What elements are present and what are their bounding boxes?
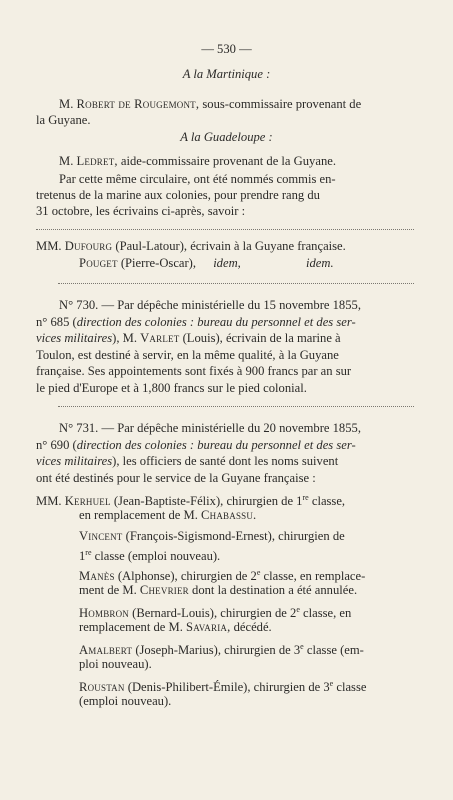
- text-span: (Bernard-Louis), chirurgien de 2: [132, 606, 297, 620]
- text-span: dont la destination a été annulée.: [192, 583, 358, 597]
- honorific-plural: MM.: [36, 494, 62, 508]
- superscript: e: [256, 568, 261, 577]
- superscript: e: [300, 642, 304, 651]
- superscript: re: [85, 548, 92, 557]
- n730-line1: N° 730. — Par dépêche ministérielle du 15 novembre 1855,: [59, 298, 361, 312]
- officer-entry-line2: [79, 507, 256, 523]
- person-name: Pouget: [79, 256, 118, 270]
- text-span: classe, en remplace-: [260, 569, 366, 583]
- text-span: classe (emploi nouveau).: [91, 549, 221, 563]
- idem-text: idem,: [213, 256, 241, 270]
- text-span: n° 690 (: [36, 438, 77, 452]
- entry-text: (Paul-Latour), écrivain à la Guyane française.: [115, 239, 346, 253]
- person-name: Kerhuel: [64, 494, 111, 508]
- text-span: classe, en: [299, 606, 352, 620]
- n730-line4: Toulon, est destiné à servir, en la même qualité, à la Guyane: [36, 348, 339, 362]
- guadeloupe-heading: A la Guadeloupe :: [180, 130, 273, 144]
- n731-line2: [36, 437, 356, 453]
- officer-entry-line2: [79, 619, 272, 635]
- dotted-separator: [36, 229, 414, 230]
- person-name: Amalbert: [79, 643, 133, 657]
- honorific: M.: [59, 97, 74, 111]
- person-name: Savaria,: [186, 620, 231, 634]
- text-span: n° 685 (: [36, 315, 77, 329]
- text-span: en remplacement de M.: [79, 508, 198, 522]
- entry-text: (Pierre-Oscar),: [120, 256, 197, 270]
- officer-entry-line1: [79, 528, 345, 544]
- martinique-heading: A la Martinique :: [182, 67, 271, 81]
- person-name: Chevrier: [139, 583, 189, 597]
- idem-text: idem.: [305, 256, 334, 270]
- person-name: Chabassu.: [201, 508, 257, 522]
- guadeloupe-entry: [59, 153, 336, 169]
- honorific: M.: [59, 154, 74, 168]
- italic-text: direction des colonies : bureau du personnel et des ser-: [76, 438, 356, 452]
- text-span: classe (em-: [303, 643, 364, 657]
- text-span: (Louis), écrivain de la marine à: [182, 331, 341, 345]
- italic-text: direction des colonies : bureau du personnel et des ser-: [76, 315, 356, 329]
- officer-entry-line2: [79, 582, 357, 598]
- separator-rule: [58, 406, 414, 407]
- paragraph-line: tretenus de la marine aux colonies, pour prendre rang du: [36, 188, 320, 202]
- text-span: classe: [333, 680, 367, 694]
- n730-line6: le pied d'Europe et à 1,800 francs sur le pied colonial.: [36, 381, 307, 395]
- paragraph-line: Par cette même circulaire, ont été nommés commis en-: [59, 172, 336, 186]
- person-name: Varlet: [140, 331, 180, 345]
- n730-line2: [36, 314, 356, 330]
- text-span: décédé.: [233, 620, 272, 634]
- person-name: Vincent: [79, 529, 123, 543]
- officer-entry-line2: (emploi nouveau).: [79, 694, 172, 708]
- paragraph-line: 31 octobre, les écrivains ci-après, savoir :: [36, 204, 246, 218]
- text-span: (François-Sigismond-Ernest), chirurgien de: [125, 529, 345, 543]
- superscript: e: [329, 679, 334, 688]
- text-span: 1: [79, 549, 86, 563]
- honorific-plural: MM.: [36, 239, 62, 253]
- officer-entry-line2: ploi nouveau).: [79, 657, 152, 671]
- page-number: — 530 —: [201, 42, 252, 56]
- text-span: (Joseph-Marius), chirurgien de 3: [135, 643, 301, 657]
- martinique-entry-line1: [59, 96, 361, 112]
- italic-text: vices militaires: [36, 454, 113, 468]
- superscript: re: [302, 493, 309, 502]
- text-span: ), M.: [112, 331, 137, 345]
- person-name: Hombron: [79, 606, 130, 620]
- n730-line3: [36, 330, 341, 346]
- n730-line5: française. Ses appointements sont fixés à 900 francs par an sur: [36, 364, 352, 378]
- person-name: Dufourg: [64, 239, 113, 253]
- n731-line3: [36, 453, 338, 469]
- text-span: (Denis-Philibert-Émile), chirurgien de 3: [127, 680, 330, 694]
- person-name: Ledret,: [76, 154, 118, 168]
- martinique-entry-line2: la Guyane.: [36, 113, 91, 127]
- person-name: Robert de Rougemont,: [76, 97, 200, 111]
- person-name: Manès: [79, 569, 115, 583]
- italic-text: vices militaires: [36, 331, 113, 345]
- superscript: e: [296, 605, 300, 614]
- n731-line4: ont été destinés pour le service de la Guyane française :: [36, 471, 316, 485]
- text-span: classe,: [308, 494, 346, 508]
- entry-text: sous-commissaire provenant de: [202, 97, 362, 111]
- entry-text: aide-commissaire provenant de la Guyane.: [120, 154, 336, 168]
- text-span: ), les officiers de santé dont les noms suivent: [112, 454, 339, 468]
- separator-rule: [58, 283, 414, 284]
- text-span: ment de M.: [79, 583, 137, 597]
- text-span: remplacement de M.: [79, 620, 183, 634]
- text-span: (Alphonse), chirurgien de 2: [117, 569, 257, 583]
- ecrivain-row-1: [36, 238, 346, 254]
- officer-entry-line2: [79, 545, 220, 564]
- ecrivain-row-2: [79, 255, 334, 271]
- text-span: (Jean-Baptiste-Félix), chirurgien de 1: [113, 494, 303, 508]
- n731-line1: N° 731. — Par dépêche ministérielle du 20 novembre 1855,: [59, 421, 361, 435]
- person-name: Roustan: [79, 680, 125, 694]
